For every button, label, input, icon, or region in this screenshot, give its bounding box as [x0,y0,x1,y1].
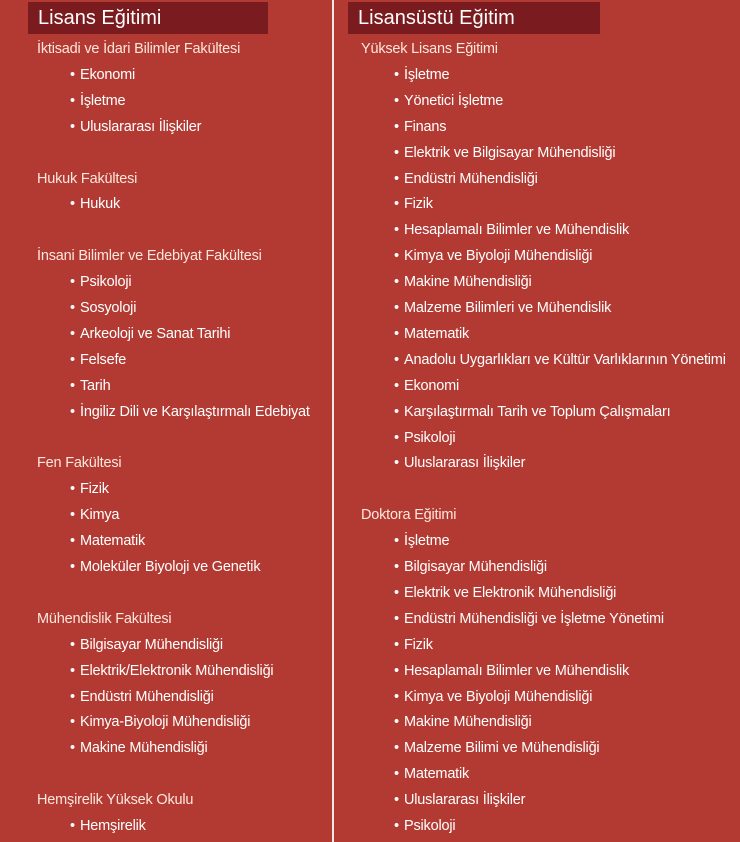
bullet-icon: • [394,118,399,135]
list-item-label: Uluslararası İlişkiler [80,118,202,135]
list-item-label: Finans [404,118,447,135]
list-item-label: Hukuk [80,196,121,213]
bullet-icon: • [394,170,399,187]
right-list-item [394,787,525,813]
bullet-icon: • [394,66,399,83]
bullet-icon: • [394,688,399,705]
right-list-item [394,761,469,787]
bullet-icon: • [394,766,399,783]
list-item-label: Malzeme Bilimi ve Mühendisliği [404,740,600,757]
right-list-item [394,554,547,580]
list-item-label: Tarih [80,377,111,394]
right-list-item [394,140,615,166]
bullet-icon: • [394,92,399,109]
list-item-label: Fizik [404,196,433,213]
left-list-item [70,476,109,502]
right-group-title: Doktora Eğitimi [361,507,457,524]
bullet-icon: • [70,300,75,316]
list-item-label: İşletme [404,533,450,550]
bullet-icon: • [394,714,399,731]
list-item-label: Makine Mühendisliği [404,274,532,291]
bullet-icon: • [70,662,75,679]
left-list-item [70,813,146,839]
list-item-label: Arkeoloji ve Sanat Tarihi [80,325,231,342]
bullet-icon: • [394,740,399,757]
right-list-item [394,62,449,88]
bullet-icon: • [70,636,75,653]
list-item-label: Felsefe [80,351,127,368]
bullet-icon: • [394,222,399,239]
column-divider [332,0,334,842]
bullet-icon: • [394,196,399,213]
right-list-item [394,88,503,114]
list-item-label: İşletme [80,92,126,109]
list-item-label: Kimya [80,507,120,524]
list-item-label: Fizik [404,636,433,653]
list-item-label: Psikoloji [404,429,456,446]
left-group-title: İnsani Bilimler ve Edebiyat Fakültesi [37,248,262,265]
list-item-label: Anadolu Uygarlıkları ve Kültür Varlıklarının Yönetimi [404,351,726,368]
bullet-icon: • [70,325,75,342]
list-item-label: Hesaplamalı Bilimler ve Mühendislik [404,222,630,239]
bullet-icon: • [70,714,75,731]
left-group-title: Mühendislik Fakültesi [37,610,172,627]
list-item-label: Hesaplamalı Bilimler ve Mühendislik [404,662,630,679]
left-list-item [70,347,126,373]
right-list-item [394,658,629,684]
list-item-label: Bilgisayar Mühendisliği [80,636,223,653]
left-group-title: Hukuk Fakültesi [37,170,138,187]
list-item-label: Uluslararası İlişkiler [404,455,526,472]
right-list-item [394,399,670,425]
bullet-icon: • [394,300,399,316]
bullet-icon: • [394,662,399,679]
list-item-label: Kimya ve Biyoloji Mühendisliği [404,248,593,265]
list-item-label: Makine Mühendisliği [80,740,208,757]
right-list-item [394,217,629,243]
left-list-item [70,709,250,735]
left-list-item [70,191,120,217]
left-list-item [70,632,223,658]
list-item-label: İngiliz Dili ve Karşılaştırmalı Edebiyat [80,403,310,420]
bullet-icon: • [70,403,75,420]
list-item-label: Bilgisayar Mühendisliği [404,559,547,575]
list-item-label: Matematik [404,325,470,342]
bullet-icon: • [394,818,399,834]
bullet-icon: • [394,351,399,368]
list-item-label: Endüstri Mühendisliği [80,688,214,705]
list-item-label: Elektrik ve Bilgisayar Mühendisliği [404,144,616,161]
right-group-title: Yüksek Lisans Eğitimi [361,41,498,57]
left-list-item [70,502,119,528]
list-item-label: Kimya ve Biyoloji Mühendisliği [404,688,593,705]
left-list-item [70,321,230,347]
left-list-item [70,399,310,425]
bullet-icon: • [70,92,75,109]
bullet-icon: • [394,248,399,265]
list-item-label: Elektrik ve Elektronik Mühendisliği [404,584,617,601]
list-item-label: Matematik [80,533,146,550]
left-list-item [70,62,135,88]
bullet-icon: • [394,792,399,809]
bullet-icon: • [394,429,399,446]
bullet-icon: • [394,533,399,550]
right-list-item [394,632,433,658]
right-list-item [394,295,611,321]
undergraduate-header: Lisans Eğitimi [28,2,268,34]
list-item-label: Endüstri Mühendisliği [404,170,538,187]
bullet-icon: • [70,688,75,705]
bullet-icon: • [394,325,399,342]
bullet-icon: • [70,507,75,524]
bullet-icon: • [70,533,75,550]
bullet-icon: • [394,610,399,627]
bullet-icon: • [394,274,399,291]
right-list-item [394,269,532,295]
left-list-item [70,658,273,684]
list-item-label: Psikoloji [80,274,132,291]
right-list-item [394,450,525,476]
right-list-item [394,114,446,140]
bullet-icon: • [70,481,75,498]
left-group-title: Fen Fakültesi [37,455,122,472]
list-item-label: Ekonomi [80,66,136,83]
list-item-label: Fizik [80,481,109,498]
right-list-item [394,166,538,192]
list-item-label: Moleküler Biyoloji ve Genetik [80,559,261,575]
list-item-label: Uluslararası İlişkiler [404,792,526,809]
list-item-label: Sosyoloji [80,300,137,316]
right-list-item [394,580,616,606]
bullet-icon: • [394,636,399,653]
list-item-label: Karşılaştırmalı Tarih ve Toplum Çalışmaları [404,403,671,420]
left-group-title: Hemşirelik Yüksek Okulu [37,792,194,809]
right-list-item [394,373,459,399]
list-item-label: Ekonomi [404,377,460,394]
bullet-icon: • [394,377,399,394]
left-list-item [70,684,214,710]
left-list-item [70,295,136,321]
left-group-title: İktisadi ve İdari Bilimler Fakültesi [37,41,241,57]
list-item-label: Matematik [404,766,470,783]
right-list-item [394,684,592,710]
bullet-icon: • [70,351,75,368]
bullet-icon: • [70,559,75,575]
bullet-icon: • [70,196,75,213]
bullet-icon: • [70,118,75,135]
right-list-item [394,735,599,761]
list-item-label: Hemşirelik [80,818,146,834]
bullet-icon: • [70,740,75,757]
list-item-label: Yönetici İşletme [404,92,504,109]
list-item-label: Makine Mühendisliği [404,714,532,731]
bullet-icon: • [70,274,75,291]
right-list-item [394,528,449,554]
right-list-item [394,191,433,217]
list-item-label: Kimya-Biyoloji Mühendisliği [80,714,251,731]
bullet-icon: • [394,584,399,601]
bullet-icon: • [394,144,399,161]
list-item-label: İşletme [404,66,450,83]
left-list-item [70,114,201,140]
right-list-item [394,606,664,632]
bullet-icon: • [70,818,75,834]
list-item-label: Psikoloji [404,818,456,834]
right-list-item [394,813,455,839]
bullet-icon: • [70,66,75,83]
graduate-header: Lisansüstü Eğitim [348,2,600,34]
bullet-icon: • [70,377,75,394]
bullet-icon: • [394,403,399,420]
left-list-item [70,735,208,761]
left-list-item [70,528,145,554]
right-list-item [394,243,592,269]
right-list-item [394,321,469,347]
left-list-item [70,554,260,580]
list-item-label: Elektrik/Elektronik Mühendisliği [80,662,274,679]
bullet-icon: • [394,455,399,472]
right-list-item [394,709,532,735]
left-list-item [70,373,110,399]
list-item-label: Endüstri Mühendisliği ve İşletme Yönetimi [404,610,664,627]
bullet-icon: • [394,559,399,575]
right-list-item [394,347,726,373]
list-item-label: Malzeme Bilimleri ve Mühendislik [404,300,612,316]
left-list-item [70,88,125,114]
right-list-item [394,425,455,451]
left-list-item [70,269,131,295]
